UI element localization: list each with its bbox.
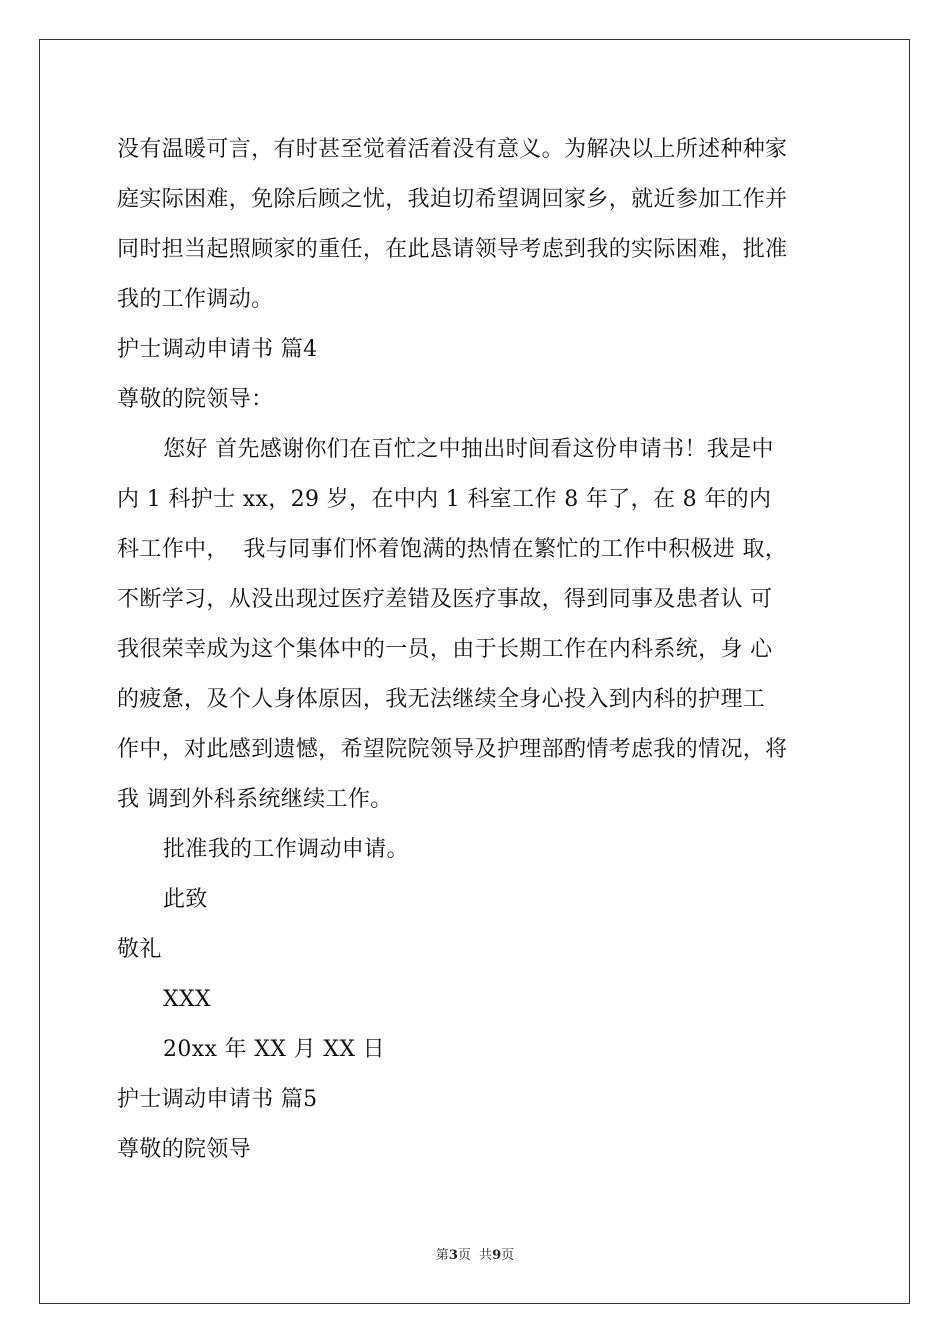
- body-line: 内 1 科护士 xx，29 岁，在中内 1 科室工作 8 年了，在 8 年的内: [117, 487, 772, 512]
- body-line: 同时担当起照顾家的重任，在此恳请领导考虑到我的实际困难，批准: [117, 237, 788, 262]
- page-footer: [0, 1247, 950, 1265]
- body-line: 作中，对此感到遗憾，希望院院领导及护理部酌情考虑我的情况，将: [117, 737, 788, 762]
- page-current: 3: [448, 1248, 458, 1263]
- body-line: 庭实际困难，免除后顾之忧，我迫切希望调回家乡，就近参加工作并: [117, 187, 788, 212]
- page-border: [39, 39, 910, 1304]
- signature-name: XXX: [163, 987, 212, 1012]
- page-label-suffix: 页: [501, 1248, 515, 1263]
- salutation: 尊敬的院领导：: [117, 387, 274, 412]
- body-line: 我很荣幸成为这个集体中的一员，由于长期工作在内科系统，身 心: [117, 637, 773, 662]
- salutation: 尊敬的院领导: [117, 1137, 252, 1162]
- body-line: 没有温暖可言，有时甚至觉着活着没有意义。为解决以上所述种种家: [117, 137, 788, 162]
- closing-salute: 敬礼: [117, 937, 162, 962]
- body-line: 批准我的工作调动申请。: [163, 837, 409, 862]
- signature-date: 20xx 年 XX 月 XX 日: [163, 1037, 386, 1062]
- closing-line: 此致: [163, 887, 208, 912]
- body-line: 我 调到外科系统继续工作。: [117, 787, 393, 812]
- body-line: 科工作中， 我与同事们怀着饱满的热情在繁忙的工作中积极进 取，: [117, 537, 788, 562]
- page-label-prefix: 第: [435, 1248, 449, 1263]
- section-heading: 护士调动申请书 篇4: [117, 337, 318, 362]
- page-total: 9: [492, 1248, 502, 1263]
- body-line: 我的工作调动。: [117, 287, 274, 312]
- section-heading: 护士调动申请书 篇5: [117, 1087, 318, 1112]
- page-label-mid: 页 共: [457, 1248, 493, 1263]
- body-line: 您好 首先感谢你们在百忙之中抽出时间看这份申请书！我是中: [163, 437, 774, 462]
- body-line: 不断学习，从没出现过医疗差错及医疗事故，得到同事及患者认 可: [117, 587, 773, 612]
- body-line: 的疲惫，及个人身体原因，我无法继续全身心投入到内科的护理工: [117, 687, 766, 712]
